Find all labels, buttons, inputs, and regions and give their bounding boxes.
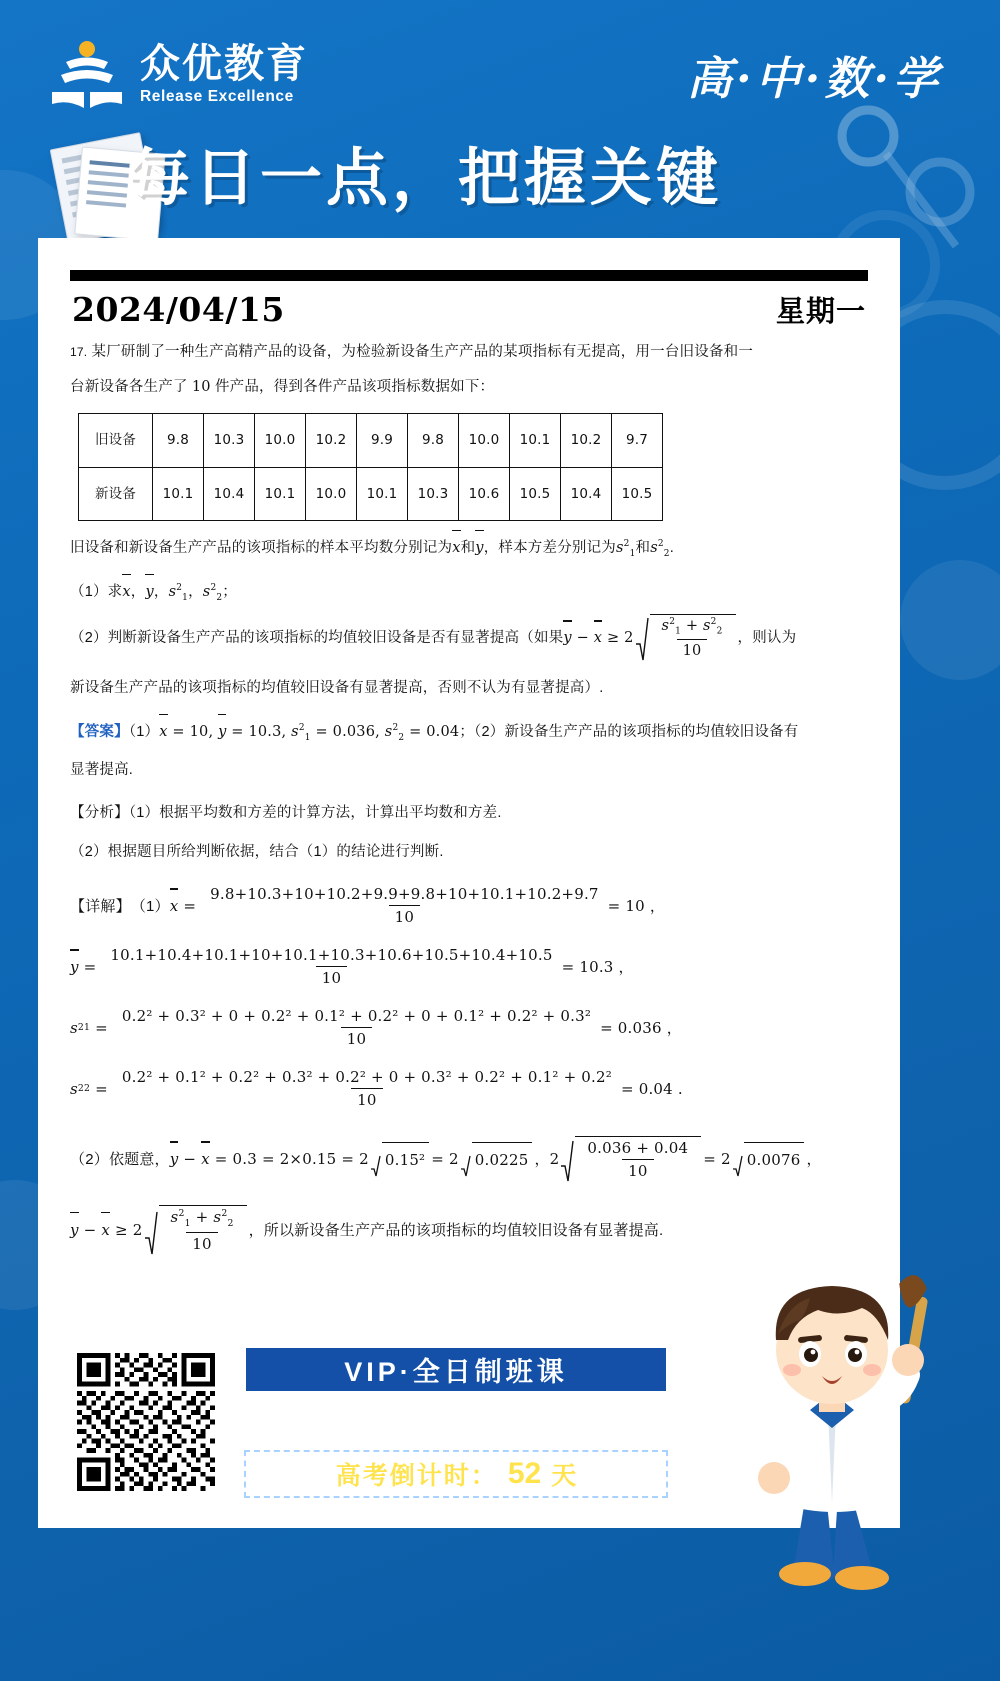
answer-tag: 【答案】 (70, 723, 129, 740)
part2-frac-den: 10 (677, 639, 708, 662)
s1-symbol: s (616, 540, 624, 556)
cell-new-9: 10.4 (561, 467, 612, 520)
notation-text-b: ，样本方差分别记为 (483, 540, 617, 556)
concl-text: ，所以新设备生产产品的该项指标的均值较旧设备有显著提高. (248, 1221, 664, 1239)
part1-sep-1: ， (130, 583, 146, 600)
cell-old-8: 10.1 (510, 414, 561, 467)
detail-s1-equation: s 2 1 = 0.2² + 0.3² + 0 + 0.2² + 0.1² + 0.2² + 0 + 0.1² + 0.2² + 0.3² 10 = 0.036 ， (70, 1006, 868, 1051)
detail-p2-eq2: = 2 (431, 1149, 459, 1168)
concl-frac-num: $s^2_1 + s^2_2$ (170, 1208, 234, 1230)
radical-sign-icon (636, 614, 650, 662)
part1-sep-2: ， (153, 583, 169, 600)
detail-s1-result: = 0.036 ， (600, 1018, 682, 1037)
cell-new-1: 10.1 (153, 467, 204, 520)
analysis-tag: 【分析】 (70, 804, 129, 821)
radical-sign-icon (145, 1205, 159, 1255)
part1-xbar: x (122, 575, 130, 609)
countdown-label: 高考倒计时： (335, 1462, 498, 1490)
xbar-symbol: x (452, 531, 460, 565)
detail-ybar-symbol: y (70, 950, 79, 985)
countdown-unit: 天 (551, 1462, 577, 1490)
s1-sup: 2 (623, 539, 630, 550)
answer-xbar: x (159, 715, 167, 749)
part2-fraction (656, 616, 729, 662)
question-number: 17. (70, 345, 88, 359)
detail-ybar-result: = 10.3 ， (561, 957, 634, 976)
vip-label: VIP·全日制班课 (344, 1357, 568, 1387)
detail-xbar-equation: 【详解】 （1） x = $\frac{9.8+10.3+10+10.2+9.9+9.8+10+10.1+10.2+9.7}{10}$ = 10 ， (70, 884, 868, 929)
detail-p2-radicand4: 0.0076 (744, 1142, 805, 1178)
detail-s1-den: 10 (341, 1027, 373, 1051)
detail-xbar-result: = 10 ， (607, 896, 666, 915)
part2-sqrt (636, 614, 736, 662)
question-text-2a: 台新设备各生产了 (70, 378, 188, 395)
part1-line (70, 575, 868, 609)
concl-fraction (165, 1207, 240, 1255)
notation-text-a: 旧设备和新设备生产产品的该项指标的样本平均数分别记为 (70, 540, 453, 556)
notation-line (70, 531, 868, 565)
countdown-box (244, 1450, 668, 1498)
detail-p2-eq1: = 0.3 = 2×0.15 = 2 (214, 1149, 369, 1168)
bg-blob-right (900, 560, 1000, 680)
part1-end: ； (222, 583, 237, 600)
detail-xbar-fraction (204, 884, 605, 929)
detail-s2-fraction (116, 1067, 618, 1112)
analysis-line-2: （2）根据题目所给判断依据，结合（1）的结论进行判断. (70, 843, 444, 860)
detail-part2-equation: （2）依题意， y − x = 0.3 = 2×0.15 = 2 0.15² = 2 0.0225 ， 2 $\frac{0.036 + 0.04}{10}$ = 2 0.0076 ， (70, 1136, 868, 1183)
detail-ybar-equation: y = $\frac{10.1+10.4+10.1+10+10.1+10.3+10.6+10.5+10.4+10.5}{10}$ = 10.3 ， (70, 945, 868, 990)
cell-old-5: 9.9 (357, 414, 408, 467)
part1-ybar: y (145, 575, 153, 609)
detail-s1-symbol: s (70, 1018, 78, 1037)
s1-sub: 1 (629, 548, 636, 559)
analysis-line-1 (70, 797, 868, 830)
detail-ybar-fraction (104, 945, 558, 990)
detail-p2-frac-den: 10 (622, 1159, 654, 1183)
part2-text-b: ，则认为 (737, 629, 797, 646)
brand-text (140, 43, 308, 106)
answer-part2: （2）新设备生产产品的该项指标的均值较旧设备有 (474, 723, 799, 740)
detail-s1-num: 0.2² + 0.3² + 0 + 0.2² + 0.1² + 0.2² + 0 + 0.1² + 0.2² + 0.3² (121, 1007, 592, 1026)
measurement-table (78, 413, 663, 521)
answer-xbar-val: 10 (189, 723, 209, 740)
answer-ybar-eq: = (226, 723, 249, 740)
concl-frac-den: 10 (186, 1232, 218, 1256)
answer-line-cont: 显著提高. (70, 762, 134, 779)
detail-p2-sqrt1 (371, 1142, 429, 1178)
detail-p2-eq3: = 2 (703, 1149, 731, 1168)
cell-old-9: 10.2 (561, 414, 612, 467)
concl-ybar: y (70, 1213, 79, 1248)
concl-xbar: x (101, 1213, 110, 1248)
detail-s2-equation: s 2 2 = 0.2² + 0.1² + 0.2² + 0.3² + 0.2² + 0 + 0.3² + 0.2² + 0.1² + 0.2² 10 = 0.04 . (70, 1067, 868, 1112)
s2-sub: 2 (663, 548, 670, 559)
concl-radicand (159, 1205, 247, 1255)
detail-p2-ybar: y (170, 1142, 179, 1177)
part2-geq: ≥ 2 (602, 629, 634, 646)
analysis-text-1: （1）根据平均数和方差的计算方法，计算出平均数和方差. (128, 804, 502, 821)
part2-ybar: y (563, 621, 571, 655)
s2-symbol: s (650, 540, 658, 556)
mascot-character (702, 1262, 962, 1592)
part2-text-a: （2）判断新设备生产产品的该项指标的均值较旧设备是否有显著提高（如果 (70, 629, 564, 646)
cell-new-7: 10.6 (459, 467, 510, 520)
notation-end: . (669, 540, 674, 556)
detail-p2-comma: ， (534, 1150, 550, 1168)
detail-part1-label: （1） (130, 897, 170, 915)
cell-old-1: 9.8 (153, 414, 204, 467)
detail-p2-radicand2: 0.0225 (472, 1142, 533, 1178)
radical-sign-icon (371, 1142, 382, 1178)
poster-footer (0, 1332, 1000, 1681)
poster-header (0, 0, 1000, 238)
cell-old-3: 10.0 (255, 414, 306, 467)
part1-sep-3: ， (188, 583, 203, 600)
answer-line: 【答案】（1）x = 10, y = 10.3, $s^2_1 = 0.036$, $s^2_2 = 0.04$；（2）新设备生产产品的该项指标的均值较旧设备有 (70, 715, 868, 749)
table-row (79, 467, 663, 520)
answer-ybar: y (218, 715, 226, 749)
brand-name-en: Release Excellence (140, 87, 294, 105)
scan-label: 扫码预约免费试听 (312, 1410, 600, 1441)
detail-part2-label: （2）依题意， (70, 1150, 170, 1168)
brand-name-cn: 众优教育 (140, 41, 308, 86)
detail-p2-radicand3 (575, 1136, 701, 1183)
question-count: 10 (191, 378, 211, 395)
date-label: 2024/04/15 (72, 290, 285, 329)
concl-sqrt (145, 1205, 247, 1255)
cell-old-7: 10.0 (459, 414, 510, 467)
detail-xbar-den: 10 (389, 905, 421, 929)
answer-s1: s (291, 723, 299, 740)
detail-tag: 【详解】 (70, 897, 131, 915)
top-rule-divider (70, 270, 868, 281)
qr-code[interactable] (72, 1348, 220, 1496)
part1-s1-sub: 1 (182, 592, 189, 603)
detail-xbar-num: 9.8+10.3+10+10.2+9.9+9.8+10+10.1+10.2+9.7 (210, 885, 599, 904)
s2-sup: 2 (657, 539, 664, 550)
answer-s1-val: 0.036 (332, 723, 376, 740)
detail-p2-xbar: x (201, 1142, 210, 1177)
row-label-new: 新设备 (79, 467, 153, 520)
cell-old-6: 9.8 (408, 414, 459, 467)
ybar-symbol: y (475, 531, 483, 565)
detail-s2-num: 0.2² + 0.1² + 0.2² + 0.3² + 0.2² + 0 + 0.3² + 0.2² + 0.1² + 0.2² (121, 1068, 612, 1087)
detail-conclusion: y − x ≥ 2 $\frac{s^2_1 + s^2_2}{10}$ ，所以新设备生产产品的该项指标的均值较旧设备有显著提高. (70, 1205, 868, 1255)
radical-sign-icon (461, 1142, 472, 1178)
book-logo-icon (48, 38, 126, 110)
answer-s2: s (384, 723, 393, 740)
cell-old-4: 10.2 (306, 414, 357, 467)
detail-p2-sqrt2 (461, 1142, 533, 1178)
countdown-value: 52 (507, 1457, 542, 1490)
detail-xbar-symbol: x (170, 889, 179, 924)
part2-minus: − (571, 629, 594, 646)
cell-old-2: 10.3 (204, 414, 255, 467)
part2-line-cont: 新设备生产产品的该项指标的均值较旧设备有显著提高，否则不认为有显著提高）. (70, 680, 604, 697)
cell-new-2: 10.4 (204, 467, 255, 520)
notation-and-2: 和 (635, 540, 651, 556)
brand-logo (48, 38, 308, 110)
answer-prefix: （1） (128, 723, 160, 740)
cell-new-6: 10.3 (408, 467, 459, 520)
part2-frac-num: $s^2_1 + s^2_2$ (661, 617, 723, 637)
detail-p2-two: 2 (549, 1149, 560, 1168)
detail-s1-fraction (116, 1006, 597, 1051)
detail-p2-radicand1: 0.15² (382, 1142, 429, 1178)
cell-new-4: 10.0 (306, 467, 357, 520)
answer-semi: ； (459, 723, 475, 740)
part2-xbar: x (594, 621, 602, 655)
question-line-1 (70, 336, 868, 369)
answer-ybar-val: 10.3 (248, 723, 282, 740)
answer-xbar-eq: = (167, 723, 190, 740)
part1-s2: s (202, 583, 211, 600)
cell-old-10: 9.7 (612, 414, 663, 467)
question-body (70, 336, 868, 1256)
part2-line (70, 614, 868, 662)
cell-new-3: 10.1 (255, 467, 306, 520)
cell-new-8: 10.5 (510, 467, 561, 520)
scan-prompt (244, 1402, 668, 1444)
part1-s2-sup: 2 (210, 582, 217, 593)
cell-new-10: 10.5 (612, 467, 663, 520)
part1-s1: s (168, 583, 177, 600)
question-line-2 (70, 371, 868, 404)
part1-prefix: （1）求 (70, 583, 123, 600)
detail-s2-den: 10 (351, 1088, 383, 1112)
row-label-old: 旧设备 (79, 414, 153, 467)
detail-ybar-den: 10 (316, 966, 348, 990)
answer-s2-val: 0.04 (426, 723, 460, 740)
weekday-label: 星期一 (775, 294, 866, 328)
detail-s2-result: = 0.04 . (620, 1079, 683, 1098)
table-row (79, 414, 663, 467)
question-text-1: 某厂研制了一种生产高精产品的设备，为检验新设备生产产品的某项指标有无提高，用一台旧设备和一 (91, 344, 754, 360)
radical-sign-icon (733, 1142, 744, 1178)
part1-s1-sup: 2 (176, 582, 183, 593)
detail-s2-symbol: s (70, 1079, 78, 1098)
question-text-2b: 件产品，得到各件产品该项指标数据如下： (214, 378, 495, 395)
detail-ybar-num: 10.1+10.4+10.1+10+10.1+10.3+10.6+10.5+10.4+10.5 (110, 946, 553, 965)
detail-p2-sqrt4 (733, 1142, 805, 1178)
cell-new-5: 10.1 (357, 467, 408, 520)
part2-radicand (650, 614, 736, 662)
notation-and-1: 和 (460, 540, 476, 556)
detail-p2-sqrt3 (561, 1136, 701, 1183)
detail-p2-frac-num: 0.036 + 0.04 (587, 1139, 689, 1158)
detail-p2-end: ， (806, 1150, 822, 1168)
detail-p2-fraction (581, 1138, 694, 1183)
radical-sign-icon (561, 1136, 575, 1183)
vip-banner[interactable] (244, 1346, 668, 1393)
poster-slogan: 每日一点，把握关键 (128, 144, 723, 213)
date-row (70, 287, 868, 336)
part1-s2-sub: 2 (216, 592, 223, 603)
subject-title: 高·中·数·学 (687, 52, 942, 105)
